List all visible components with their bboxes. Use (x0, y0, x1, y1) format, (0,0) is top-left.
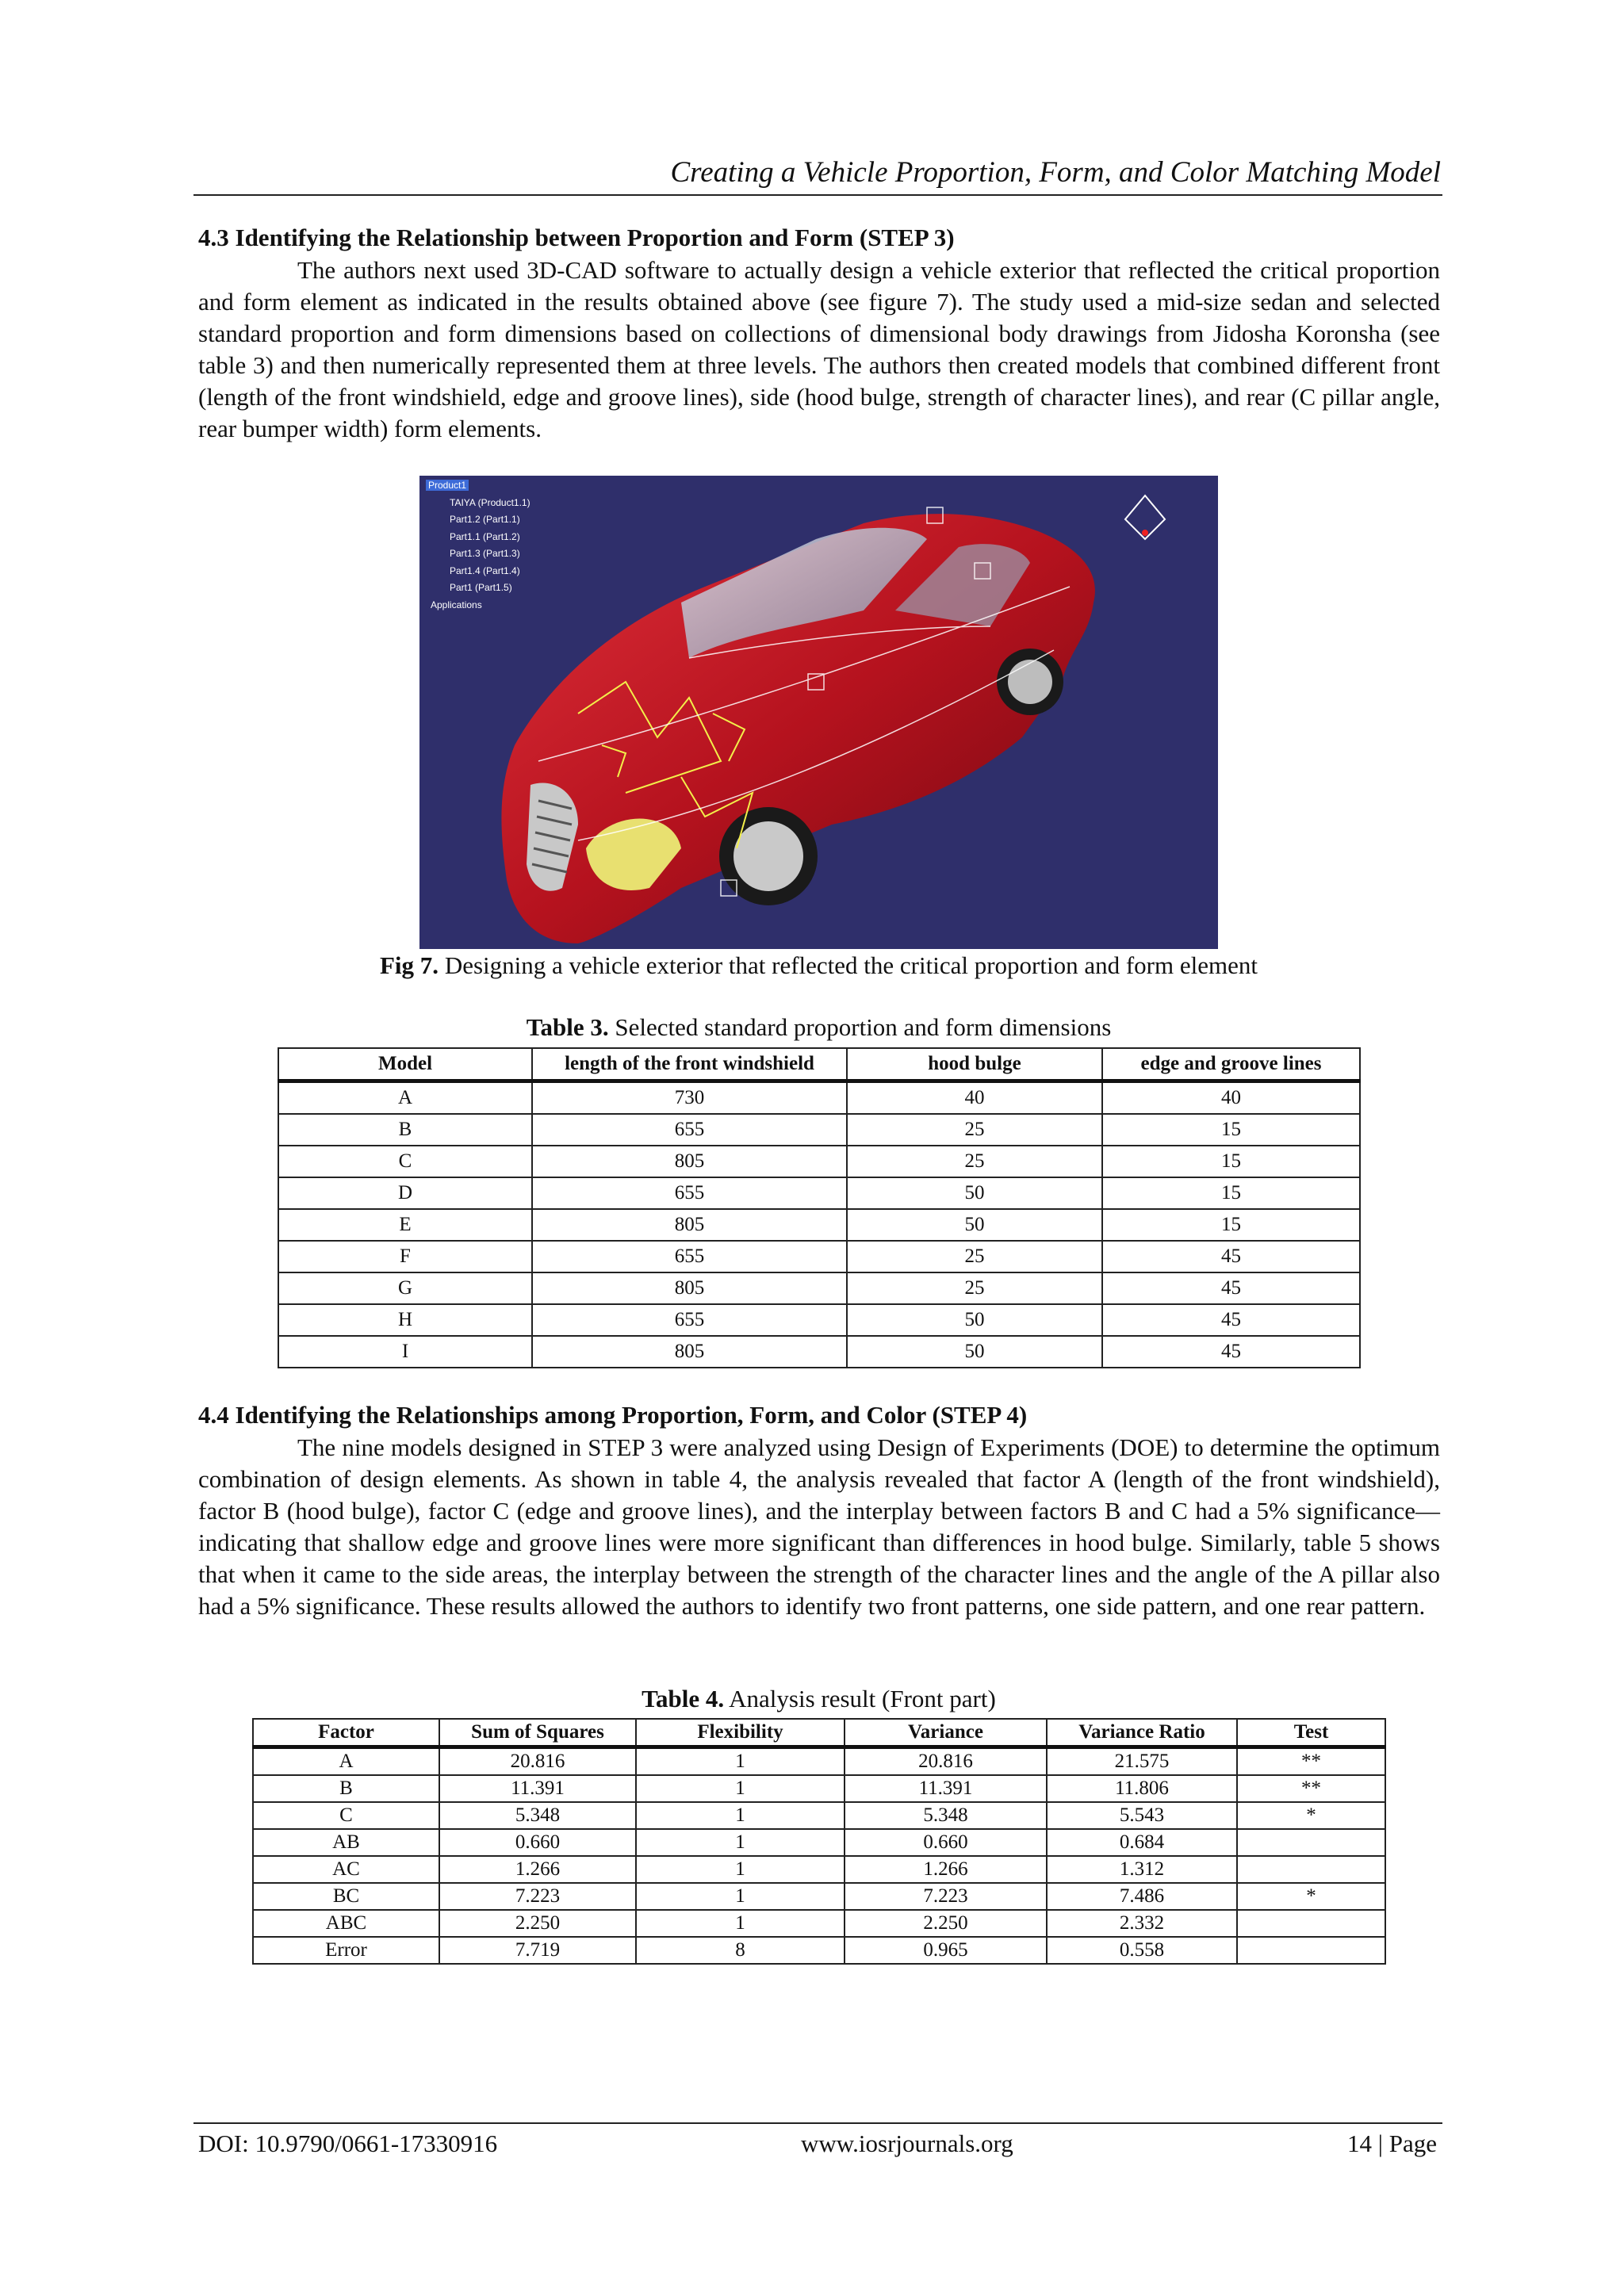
table-cell: 25 (847, 1241, 1102, 1272)
caption-label: Table 3. (526, 1013, 609, 1041)
table-cell: 50 (847, 1304, 1102, 1336)
footer-doi: DOI: 10.9790/0661-17330916 (198, 2130, 498, 2157)
table-cell: 25 (847, 1114, 1102, 1146)
car-model-render (419, 476, 1218, 949)
table-cell: * (1237, 1883, 1385, 1910)
section-4-3-body (198, 254, 1440, 445)
specification-tree (426, 477, 530, 614)
table-cell: ABC (253, 1910, 439, 1937)
footer-website[interactable]: www.iosrjournals.org (801, 2130, 1013, 2157)
table-cell: 5.348 (439, 1802, 636, 1829)
column-header: Model (278, 1048, 532, 1081)
table-cell: 7.719 (439, 1937, 636, 1964)
table-cell: ** (1237, 1747, 1385, 1776)
table-cell: 20.816 (845, 1747, 1047, 1776)
table-row (253, 1775, 1385, 1802)
table-cell: 1 (636, 1883, 845, 1910)
table-cell: 1.266 (845, 1856, 1047, 1883)
section-heading-4-4: 4.4 Identifying the Relationships among Proportion, Form, and Color (STEP 4) (198, 1401, 1028, 1429)
table-cell (1237, 1856, 1385, 1883)
table-cell: 45 (1102, 1304, 1360, 1336)
table-cell: 11.391 (439, 1775, 636, 1802)
table-cell: 805 (532, 1272, 847, 1304)
tree-item[interactable]: Applications (431, 599, 482, 610)
section-heading-4-3: 4.3 Identifying the Relationship between Proportion and Form (STEP 3) (198, 224, 955, 251)
table-cell: 2.250 (439, 1910, 636, 1937)
table-cell: 2.250 (845, 1910, 1047, 1937)
table-cell: C (253, 1802, 439, 1829)
table-cell: 5.543 (1047, 1802, 1237, 1829)
table-cell: 1 (636, 1829, 845, 1856)
table-cell: 15 (1102, 1209, 1360, 1241)
table-cell: 7.223 (439, 1883, 636, 1910)
column-header: hood bulge (847, 1048, 1102, 1081)
table-cell: D (278, 1177, 532, 1209)
table-cell: 655 (532, 1114, 847, 1146)
table-cell: 8 (636, 1937, 845, 1964)
table-row (253, 1883, 1385, 1910)
table-cell: H (278, 1304, 532, 1336)
table-3 (278, 1047, 1361, 1368)
paragraph-text: The authors next used 3D-CAD software to actually design a vehicle exterior that reflected the critical proportion and form element as indicated in the results obtained above (see figure 7). The study used a mid-size sedan and selected standard proportion and form dimensions based on collections of dimensional body drawings from Jidosha Koronsha (see table 3) and then numerically represented them at three levels. The authors then created models that combined different front (length of the front windshield, edge and groove lines), side (hood bulge, strength of character lines), and rear (C pillar angle, rear bumper width) form elements. (198, 256, 1440, 442)
table-row (278, 1146, 1360, 1177)
table-cell: 45 (1102, 1336, 1360, 1368)
table-cell: B (253, 1775, 439, 1802)
table-row (278, 1241, 1360, 1272)
tree-item[interactable]: Part1 (Part1.5) (450, 582, 512, 593)
column-header: Variance (845, 1719, 1047, 1747)
tree-item[interactable]: TAIYA (Product1.1) (450, 496, 530, 508)
figure-caption (197, 951, 1441, 980)
table-cell: 7.486 (1047, 1883, 1237, 1910)
table-cell: 50 (847, 1209, 1102, 1241)
tree-item[interactable]: Part1.2 (Part1.1) (450, 514, 520, 525)
table-cell: ** (1237, 1775, 1385, 1802)
table-cell: * (1237, 1802, 1385, 1829)
footer-rule (193, 2122, 1442, 2124)
table-cell: 25 (847, 1272, 1102, 1304)
table-cell: 0.660 (439, 1829, 636, 1856)
table-cell: 25 (847, 1146, 1102, 1177)
table-row (278, 1209, 1360, 1241)
table-cell: 40 (1102, 1081, 1360, 1115)
table-cell: 15 (1102, 1114, 1360, 1146)
table-cell: AB (253, 1829, 439, 1856)
caption-label: Fig 7. (380, 951, 439, 979)
column-header: Flexibility (636, 1719, 845, 1747)
caption-text: Analysis result (Front part) (724, 1685, 996, 1712)
table-cell: 21.575 (1047, 1747, 1237, 1776)
table-row (253, 1747, 1385, 1776)
table-cell: 1 (636, 1910, 845, 1937)
table-cell: 1 (636, 1802, 845, 1829)
tree-item[interactable]: Part1.3 (Part1.3) (450, 548, 520, 559)
table-cell: 1 (636, 1775, 845, 1802)
table-cell: 11.391 (845, 1775, 1047, 1802)
table-cell: 15 (1102, 1146, 1360, 1177)
tree-item[interactable]: Product1 (426, 480, 469, 491)
table-cell: 655 (532, 1304, 847, 1336)
tree-item[interactable]: Part1.4 (Part1.4) (450, 564, 520, 576)
header-rule (193, 194, 1442, 196)
table-cell: 655 (532, 1177, 847, 1209)
table-cell: 0.684 (1047, 1829, 1237, 1856)
table-cell: 45 (1102, 1241, 1360, 1272)
running-header: Creating a Vehicle Proportion, Form, and Color Matching Model (670, 156, 1441, 189)
table-cell: 0.660 (845, 1829, 1047, 1856)
table-cell: 40 (847, 1081, 1102, 1115)
table-4 (252, 1718, 1386, 1965)
table-row (253, 1802, 1385, 1829)
table-cell: 20.816 (439, 1747, 636, 1776)
footer-page-number: 14 | Page (1347, 2130, 1437, 2157)
table-cell: 1 (636, 1747, 845, 1776)
table-row (278, 1114, 1360, 1146)
table-cell: 15 (1102, 1177, 1360, 1209)
table-cell: 7.223 (845, 1883, 1047, 1910)
paragraph-text: The nine models designed in STEP 3 were analyzed using Design of Experiments (DOE) to determine the optimum combination of design elements. As shown in table 4, the analysis revealed that factor A (length of the front windshield), factor B (hood bulge), factor C (edge and groove lines), and the interplay between factors B and C had a 5% significance—indicating that shallow edge and groove lines were more significant than differences in hood bulge. Similarly, table 5 shows that when it came to the side areas, the interplay between the strength of the character lines and the angle of the A pillar also had a 5% significance. These results allowed the authors to identify two front patterns, one side pattern, and one rear pattern. (198, 1433, 1440, 1620)
caption-text: Selected standard proportion and form dimensions (608, 1013, 1112, 1041)
table-cell: 1 (636, 1856, 845, 1883)
table-cell: I (278, 1336, 532, 1368)
table-cell: 2.332 (1047, 1910, 1237, 1937)
table-header-row (278, 1048, 1360, 1081)
caption-text: Designing a vehicle exterior that reflected the critical proportion and form element (439, 951, 1258, 979)
table4-caption (197, 1685, 1441, 1713)
table-row (253, 1937, 1385, 1964)
column-header: Variance Ratio (1047, 1719, 1237, 1747)
table-cell: BC (253, 1883, 439, 1910)
column-header: Test (1237, 1719, 1385, 1747)
column-header: Sum of Squares (439, 1719, 636, 1747)
table-cell (1237, 1910, 1385, 1937)
table-cell: 50 (847, 1177, 1102, 1209)
table-cell: 45 (1102, 1272, 1360, 1304)
table-cell: 0.558 (1047, 1937, 1237, 1964)
table-cell: 5.348 (845, 1802, 1047, 1829)
table-cell (1237, 1829, 1385, 1856)
table-row (278, 1304, 1360, 1336)
column-header: edge and groove lines (1102, 1048, 1360, 1081)
column-header: length of the front windshield (532, 1048, 847, 1081)
table-row (278, 1081, 1360, 1115)
table-cell: A (278, 1081, 532, 1115)
column-header: Factor (253, 1719, 439, 1747)
table-cell: A (253, 1747, 439, 1776)
table-row (278, 1272, 1360, 1304)
table-cell: 805 (532, 1146, 847, 1177)
table-cell: 805 (532, 1209, 847, 1241)
table-row (278, 1177, 1360, 1209)
table-cell: Error (253, 1937, 439, 1964)
tree-item[interactable]: Part1.1 (Part1.2) (450, 530, 520, 542)
table-cell: E (278, 1209, 532, 1241)
table-cell: 50 (847, 1336, 1102, 1368)
section-4-4-body (198, 1432, 1440, 1622)
table-cell: 11.806 (1047, 1775, 1237, 1802)
table-cell: AC (253, 1856, 439, 1883)
table-cell: 805 (532, 1336, 847, 1368)
table-cell: 655 (532, 1241, 847, 1272)
table-header-row (253, 1719, 1385, 1747)
table-cell: 1.266 (439, 1856, 636, 1883)
table-cell: 0.965 (845, 1937, 1047, 1964)
compass-icon (1125, 496, 1165, 539)
caption-label: Table 4. (642, 1685, 725, 1712)
table-cell: F (278, 1241, 532, 1272)
table-row (253, 1910, 1385, 1937)
table-cell: 1.312 (1047, 1856, 1237, 1883)
table-cell: B (278, 1114, 532, 1146)
cad-figure (419, 476, 1218, 949)
table-cell: 730 (532, 1081, 847, 1115)
table3-caption (197, 1013, 1441, 1042)
table-row (253, 1829, 1385, 1856)
table-cell (1237, 1937, 1385, 1964)
table-row (253, 1856, 1385, 1883)
table-cell: G (278, 1272, 532, 1304)
table-row (278, 1336, 1360, 1368)
table-cell: C (278, 1146, 532, 1177)
